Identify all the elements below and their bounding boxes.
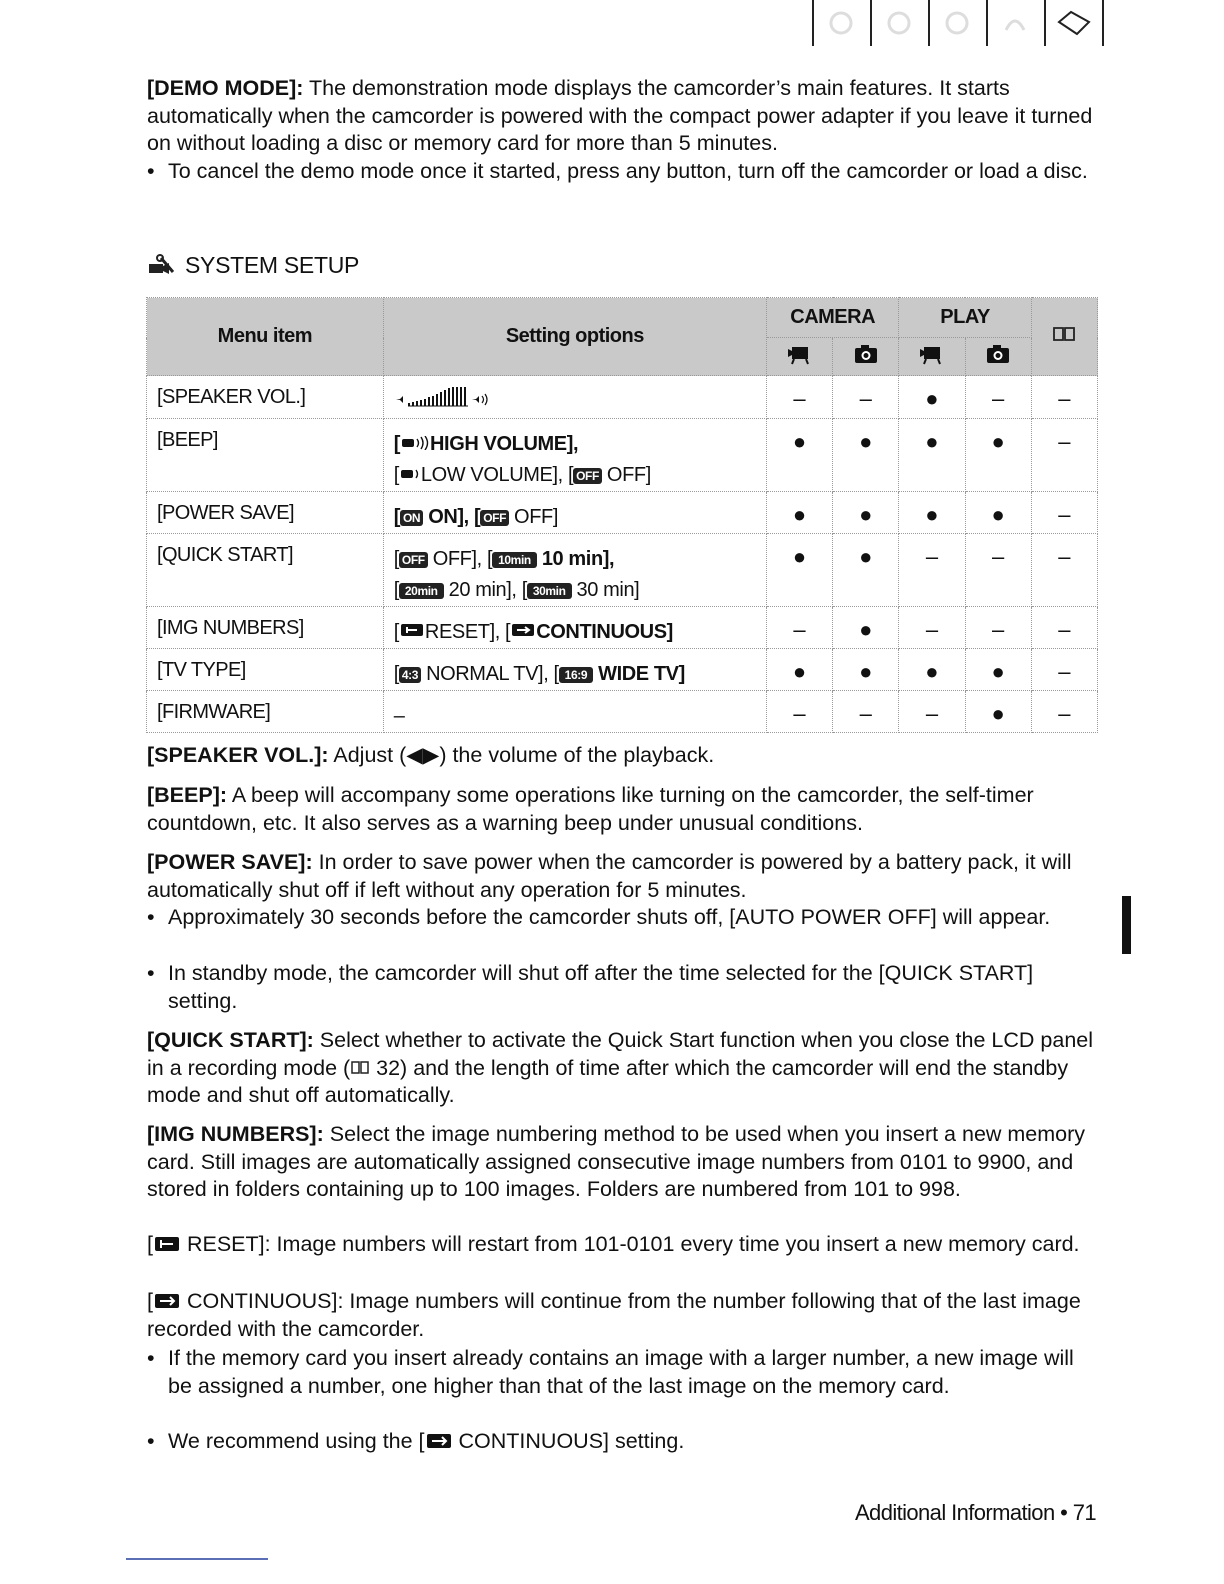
beep-off-text: OFF] (606, 464, 651, 486)
bullet-dot: • (147, 1429, 155, 1453)
table-row (147, 419, 1098, 492)
beep-label: [BEEP]: (147, 783, 228, 807)
demo-mode-text: The demonstration mode displays the camcorder’s main features. It starts automatically when the camcorder is powered with the compact power adapter if you leave it turned on without loading a disc or memory card for more than 5 minutes. (147, 76, 1093, 155)
book-icon (1056, 8, 1092, 38)
ratio-43-icon: 4:3 (399, 667, 421, 683)
quick-ten-text: 10 min], (541, 548, 615, 570)
beep-low-text: LOW VOLUME], [ (420, 464, 574, 486)
tab-photos[interactable] (928, 0, 986, 46)
quick-off-text: OFF], [ (432, 548, 493, 570)
mark-cell: – (1031, 649, 1097, 691)
img-bullet-2-post: CONTINUOUS] setting. (452, 1429, 685, 1453)
mark-cell: – (899, 691, 965, 733)
tab-movies[interactable] (870, 0, 928, 46)
table-row (147, 649, 1098, 691)
mark-cell: – (965, 534, 1031, 607)
tab-intro[interactable] (812, 0, 870, 46)
beep-text: A beep will accompany some operations like turning on the camcorder, the self-timer countdown, etc. It also serves as a warning beep under unusual conditions. (147, 783, 1034, 835)
demo-cancel-text: To cancel the demo mode once it started, press any button, turn off the camcorder or load a disc. (168, 159, 1088, 183)
bullet-dot: • (147, 1346, 155, 1370)
mark-cell: ● (766, 419, 832, 492)
movie-icon (918, 343, 946, 365)
quick-start-description (147, 1027, 1097, 1110)
section-title-text: SYSTEM SETUP (185, 252, 360, 278)
img-bullet-2-pre: We recommend using the [ (168, 1429, 425, 1453)
header-reference (1031, 298, 1097, 376)
row-options-img-numbers: [ RESET], [ CONTINUOUS] (383, 607, 766, 649)
mark-cell: – (1031, 534, 1097, 607)
movie-faded-icon (882, 8, 916, 38)
continuous-numbering-icon (510, 622, 536, 638)
img-bullet-2 (147, 1428, 1097, 1456)
bullet-dot: • (147, 961, 155, 985)
mark-cell: ● (899, 649, 965, 691)
mark-cell: – (965, 376, 1031, 419)
row-options-speaker (383, 376, 766, 419)
row-item-tv-type: [TV TYPE] (147, 649, 384, 691)
speaker-description (147, 742, 1097, 770)
mark-cell: – (1031, 376, 1097, 419)
mark-cell: – (899, 534, 965, 607)
power-save-text: In order to save power when the camcorder is powered by a battery pack, it will automatically shut off if left without any operation for 5 minutes. (147, 850, 1072, 902)
row-options-beep: [ HIGH VOLUME], [ LOW VOLUME], [ OFF OFF] (383, 419, 766, 492)
mark-cell: – (1031, 492, 1097, 534)
quick-start-text: Select whether to activate the Quick Start function when you close the LCD panel in a recording mode ( (147, 1028, 1094, 1080)
img-numbers-text: Select the image numbering method to be used when you insert a new memory card. Still images are automatically assigned consecutive image numbers from 0101 to 9900, and stored in folders containing up to 100 images. Folders are numbered from 101 to 998. (147, 1122, 1086, 1201)
mark-cell: ● (965, 691, 1031, 733)
system-setup-table (146, 297, 1098, 733)
gear-faded-icon (940, 8, 974, 38)
power-off-text: OFF] (514, 506, 558, 528)
mark-cell: – (965, 607, 1031, 649)
speaker-label: [SPEAKER VOL.]: (147, 743, 329, 767)
volume-scale-icon (394, 386, 494, 408)
row-item-quick-start: [QUICK START] (147, 534, 384, 607)
tab-additional-info[interactable] (1044, 0, 1104, 46)
quick-thirty-text: 30 min] (576, 579, 640, 601)
on-icon: ON (400, 510, 423, 526)
table-row (147, 376, 1098, 419)
power-save-description (147, 849, 1097, 904)
mark-cell: – (1031, 691, 1097, 733)
mark-cell: – (766, 607, 832, 649)
footer-rule (126, 1558, 268, 1560)
mark-cell: – (899, 607, 965, 649)
reset-numbering-icon (153, 1235, 181, 1253)
table-row (147, 691, 1098, 733)
header-camera-movie (766, 338, 832, 376)
continuous-numbering-icon (153, 1292, 181, 1310)
mark-cell: – (1031, 419, 1097, 492)
mark-cell: ● (899, 419, 965, 492)
speaker-text: Adjust (◀▶) the volume of the playback. (328, 743, 715, 767)
mark-cell: ● (899, 376, 965, 419)
footer-separator: • (1060, 1500, 1068, 1525)
continuous-numbering-icon (425, 1432, 453, 1450)
tab-external[interactable] (986, 0, 1044, 46)
row-options-tv-type: [ 4:3 NORMAL TV], [ 16:9 WIDE TV] (383, 649, 766, 691)
header-camera-photo (833, 338, 899, 376)
row-options-power-save: [ ON ON], [ OFF OFF] (383, 492, 766, 534)
speaker-low-icon (399, 467, 421, 481)
bullet-dot: • (147, 159, 155, 183)
table-row (147, 534, 1098, 607)
off-icon: OFF (573, 468, 602, 484)
row-item-img-numbers: [IMG NUMBERS] (147, 607, 384, 649)
section-tabs (812, 0, 1104, 48)
table-row (147, 492, 1098, 534)
tv-wide-text: WIDE TV] (598, 663, 685, 685)
mark-cell: ● (833, 492, 899, 534)
mark-cell: – (766, 691, 832, 733)
demo-mode-paragraph (147, 75, 1097, 158)
wrench-camcorder-icon (147, 254, 177, 278)
row-item-power-save: [POWER SAVE] (147, 492, 384, 534)
mark-cell: ● (833, 419, 899, 492)
img-numbers-description (147, 1121, 1097, 1204)
mark-cell: ● (899, 492, 965, 534)
mark-cell: ● (965, 649, 1031, 691)
photo-icon (852, 343, 880, 365)
header-camera: CAMERA (766, 298, 898, 338)
continuous-open-bracket: [ (147, 1289, 153, 1313)
power-on-text: ON], [ (428, 506, 481, 528)
row-options-firmware: – (383, 691, 766, 733)
row-item-beep: [BEEP] (147, 419, 384, 492)
mark-cell: ● (833, 534, 899, 607)
reset-description (147, 1231, 1097, 1259)
mark-cell: ● (833, 649, 899, 691)
speaker-high-icon (400, 436, 430, 450)
camcorder-faded-icon (824, 8, 858, 38)
mark-cell: ● (766, 492, 832, 534)
header-play-movie (899, 338, 965, 376)
mark-cell: – (833, 691, 899, 733)
mark-cell: ● (766, 649, 832, 691)
power-save-bullet-1 (147, 904, 1097, 932)
img-bullet-1 (147, 1345, 1097, 1400)
reset-numbering-icon (399, 622, 425, 638)
img-reset-text: RESET], [ (424, 621, 511, 643)
header-play-photo (965, 338, 1031, 376)
beep-high-text: HIGH VOLUME], (430, 433, 579, 455)
photo-icon (984, 343, 1012, 365)
power-bullet-2-text: In standby mode, the camcorder will shut off after the time selected for the [QUICK START] setting. (168, 961, 1034, 1013)
quick-twenty-text: 20 min], [ (448, 579, 527, 601)
connection-faded-icon (998, 8, 1032, 38)
mark-cell: ● (965, 492, 1031, 534)
row-item-speaker: [SPEAKER VOL.] (147, 376, 384, 419)
section-title (147, 252, 359, 279)
page-number: 71 (1072, 1500, 1096, 1525)
reset-open-bracket: [ (147, 1232, 153, 1256)
twenty-min-icon: 20min (399, 583, 444, 599)
img-numbers-label: [IMG NUMBERS]: (147, 1122, 324, 1146)
thirty-min-icon: 30min (527, 583, 572, 599)
page-footer (855, 1500, 1096, 1526)
demo-cancel-bullet (147, 158, 1097, 186)
tv-normal-text: NORMAL TV], [ (426, 663, 559, 685)
bullet-dot: • (147, 905, 155, 929)
movie-icon (786, 343, 814, 365)
header-menu-item: Menu item (147, 298, 384, 376)
off-icon: OFF (480, 510, 509, 526)
row-item-firmware: [FIRMWARE] (147, 691, 384, 733)
row-options-quick-start: [ OFF OFF], [ 10min 10 min], [ 20min 20 min], [ 30min 30 min] (383, 534, 766, 607)
img-bullet-1-text: If the memory card you insert already contains an image with a larger number, a new image will be assigned a number, one higher than that of the last image on the memory card. (168, 1346, 1074, 1398)
ten-min-icon: 10min (492, 552, 537, 568)
mark-cell: – (833, 376, 899, 419)
power-save-label: [POWER SAVE]: (147, 850, 313, 874)
footer-section: Additional Information (854, 1500, 1055, 1525)
quick-start-label: [QUICK START]: (147, 1028, 314, 1052)
ratio-169-icon: 16:9 (559, 667, 593, 683)
continuous-description (147, 1288, 1097, 1343)
table-row (147, 607, 1098, 649)
demo-mode-label: [DEMO MODE]: (147, 76, 304, 100)
header-play: PLAY (899, 298, 1031, 338)
beep-description (147, 782, 1097, 837)
mark-cell: ● (766, 534, 832, 607)
power-bullet-1-text: Approximately 30 seconds before the camcorder shuts off, [AUTO POWER OFF] will appear. (168, 905, 1051, 929)
off-icon: OFF (399, 552, 428, 568)
mark-cell: – (1031, 607, 1097, 649)
reset-text: RESET]: Image numbers will restart from 101-0101 every time you insert a new memory card. (180, 1232, 1080, 1256)
quick-start-text-2: 32) and the length of time after which the camcorder will end the standby mode and shut off automatically. (147, 1055, 1069, 1107)
mark-cell: ● (965, 419, 1031, 492)
power-save-bullet-2 (147, 960, 1097, 1015)
continuous-text: CONTINUOUS]: Image numbers will continue from the number following that of the last image recorded with the camcorder. (147, 1289, 1081, 1341)
mark-cell: – (766, 376, 832, 419)
header-setting-options: Setting options (383, 298, 766, 376)
chapter-marker (1122, 896, 1131, 954)
book-icon (350, 1059, 370, 1075)
book-icon (1052, 325, 1076, 343)
img-continuous-text: CONTINUOUS] (536, 621, 673, 643)
mark-cell: ● (833, 607, 899, 649)
